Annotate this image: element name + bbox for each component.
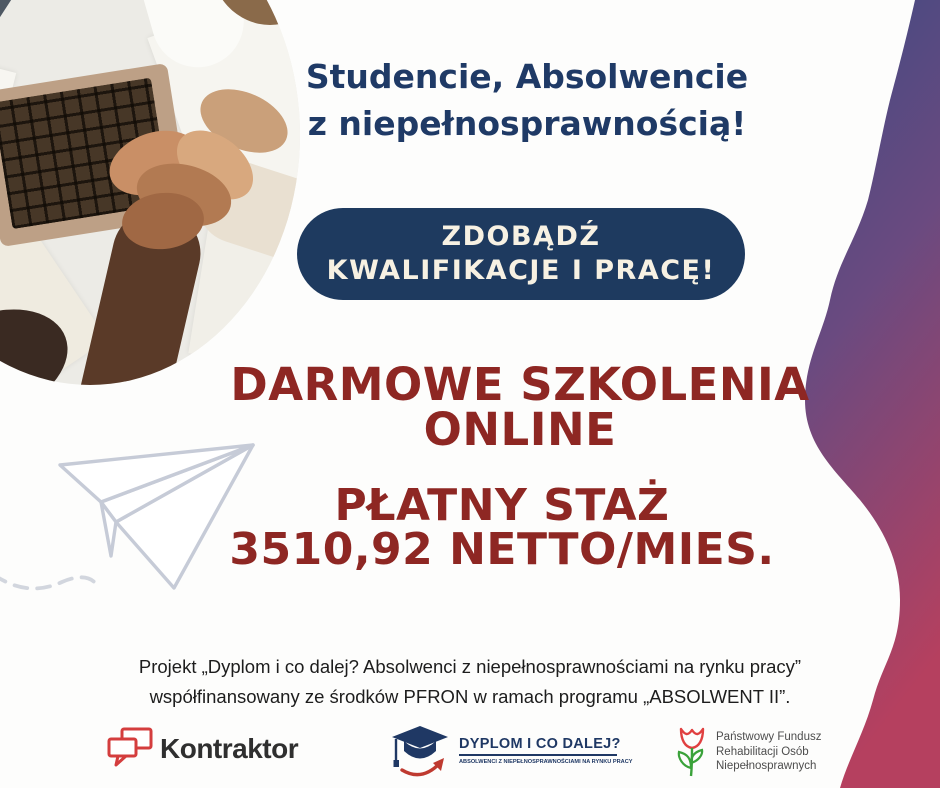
graduation-cap-icon — [390, 722, 450, 780]
footnote-line2: współfinansowany ze środków PFRON w ramach programu „ABSOLWENT II”. — [149, 685, 791, 707]
kontraktor-logo — [106, 726, 298, 772]
footnote-line1: Projekt „Dyplom i co dalej? Absolwenci z niepełnosprawnościami na rynku pracy” — [138, 656, 802, 677]
offer-paid-internship — [229, 480, 775, 575]
team-hands-photo — [0, 0, 300, 385]
offer-free-training-line1: DARMOWE SZKOLENIA — [230, 358, 810, 411]
cta-line1: ZDOBĄDŹ — [441, 221, 601, 253]
offer-free-training-line2: ONLINE — [423, 403, 617, 456]
headline-line1: Studencie, Absolwencie — [305, 57, 749, 96]
pfron-logo-line2: Rehabilitacji Osób — [716, 745, 809, 758]
dyplom-logo-divider — [459, 754, 617, 756]
offer-paid-internship-line1: PŁATNY STAŻ — [334, 480, 670, 531]
offer-paid-internship-line2: 3510,92 NETTO/MIES. — [229, 524, 775, 575]
headline-line2: z niepełnosprawnością! — [307, 103, 747, 143]
cta-pill-button[interactable] — [297, 208, 745, 300]
footnote — [139, 652, 801, 712]
dyplom-logo-title: DYPLOM I CO DALEJ? — [459, 736, 621, 752]
pfron-logo — [676, 726, 821, 778]
pfron-logo-line1: Państwowy Fundusz — [716, 730, 822, 743]
kontraktor-logo-text: Kontraktor — [160, 733, 299, 764]
chat-bubbles-icon — [106, 726, 156, 772]
dyplom-logo-subtitle: ABSOLWENCI Z NIEPEŁNOSPRAWNOŚCIAMI NA RYNKU PRACY — [459, 758, 633, 765]
pfron-logo-line3: Niepełnosprawnych — [716, 760, 817, 773]
cta-line2: KWALIFIKACJE I PRACĘ! — [326, 255, 716, 286]
tulip-icon — [676, 726, 709, 778]
headline — [306, 54, 748, 148]
offer-free-training — [230, 358, 810, 456]
dyplom-i-co-dalej-logo — [390, 722, 707, 780]
